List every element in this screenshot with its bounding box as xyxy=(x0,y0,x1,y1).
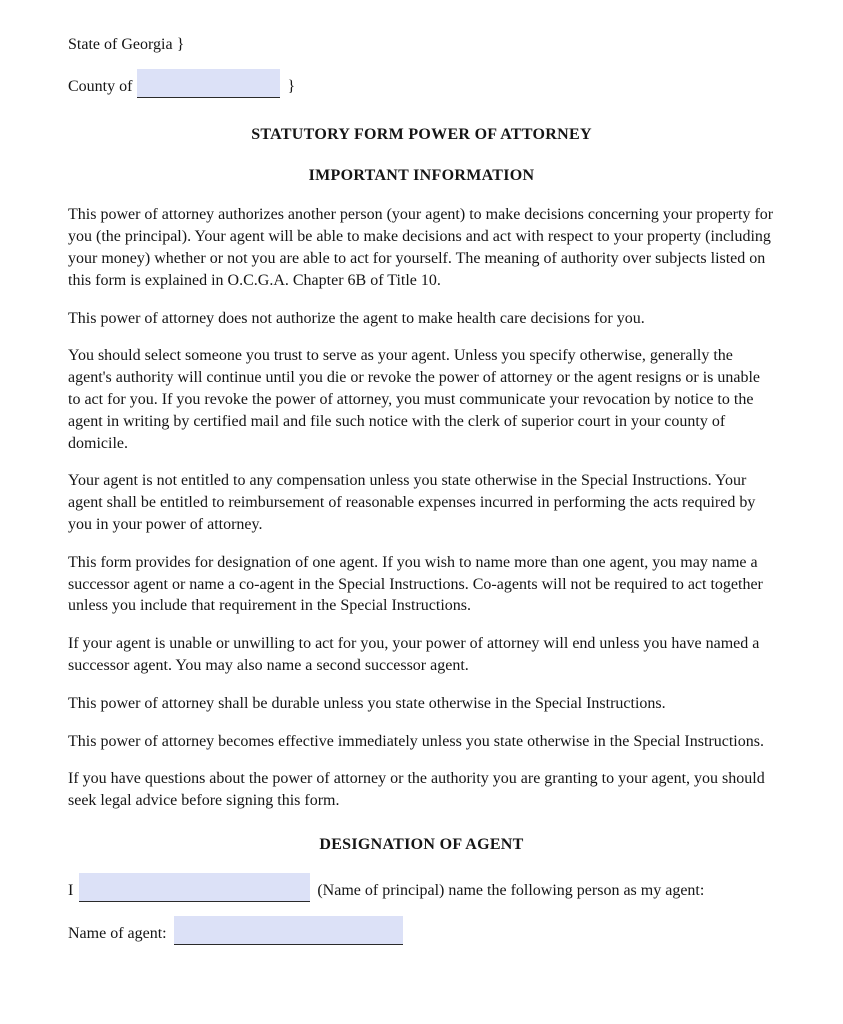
designation-of-agent-heading: DESIGNATION OF AGENT xyxy=(319,835,524,853)
agent-name-row xyxy=(68,913,775,945)
document-title: STATUTORY FORM POWER OF ATTORNEY xyxy=(251,125,592,143)
state-of-georgia-line: State of Georgia } xyxy=(68,36,185,53)
paragraph-seek-legal-advice: If you have questions about the power of attorney or the authority you are granting to your agent, you should seek legal advice before signing this form. xyxy=(68,770,765,810)
principal-line-prefix: I xyxy=(68,881,74,899)
principal-line-suffix: (Name of principal) name the following person as my agent: xyxy=(317,881,705,899)
paragraph-select-agent: You should select someone you trust to serve as your agent. Unless you specify otherwise, generally the agent's authority will continue until you die or revoke the power of attorney or the agent resigns or is unable to act for you. If you revoke the power of attorney, you must communicate your revocation by notice to the agent in writing by certified mail and file such notice with the clerk of superior court in your county of domicile. xyxy=(68,347,761,452)
paragraph-durable: This power of attorney shall be durable unless you state otherwise in the Special Instructions. xyxy=(68,694,666,712)
paragraph-authorizes: This power of attorney authorizes another person (your agent) to make decisions concerning your property for you (the principal). Your agent will be able to make decisions and act with respect to your property (including your money) whether or not you are able to act for yourself. The meaning of authority over subjects listed on this form is explained in O.C.G.A. Chapter 6B of Title 10. xyxy=(68,206,774,289)
agent-name-input[interactable] xyxy=(174,916,403,945)
important-information-heading: IMPORTANT INFORMATION xyxy=(308,166,535,184)
paragraph-effective-immediately: This power of attorney becomes effective immediately unless you state otherwise in the Special Instructions. xyxy=(68,732,764,750)
county-closing-brace: } xyxy=(287,78,296,95)
paragraph-no-health-care: This power of attorney does not authorize the agent to make health care decisions for you. xyxy=(68,309,645,327)
county-row xyxy=(68,68,775,98)
paragraph-one-agent: This form provides for designation of one agent. If you wish to name more than one agent, you may name a successor agent or name a co-agent in the Special Instructions. Co-agents will not be required to act together unless you include that requirement in the Special Instructions. xyxy=(68,553,763,615)
county-of-label: County of xyxy=(68,78,133,95)
principal-name-row xyxy=(68,870,775,902)
paragraph-successor-agent: If your agent is unable or unwilling to act for you, your power of attorney will end unless you have named a successor agent. You may also name a second successor agent. xyxy=(68,635,760,674)
principal-name-input[interactable] xyxy=(79,873,310,902)
paragraph-compensation: Your agent is not entitled to any compensation unless you state otherwise in the Special Instructions. Your agent shall be entitled to reimbursement of reasonable expenses incurred in performing the acts required by you in your power of attorney. xyxy=(68,472,756,533)
name-of-agent-label: Name of agent: xyxy=(68,924,167,942)
county-input[interactable] xyxy=(137,69,280,98)
